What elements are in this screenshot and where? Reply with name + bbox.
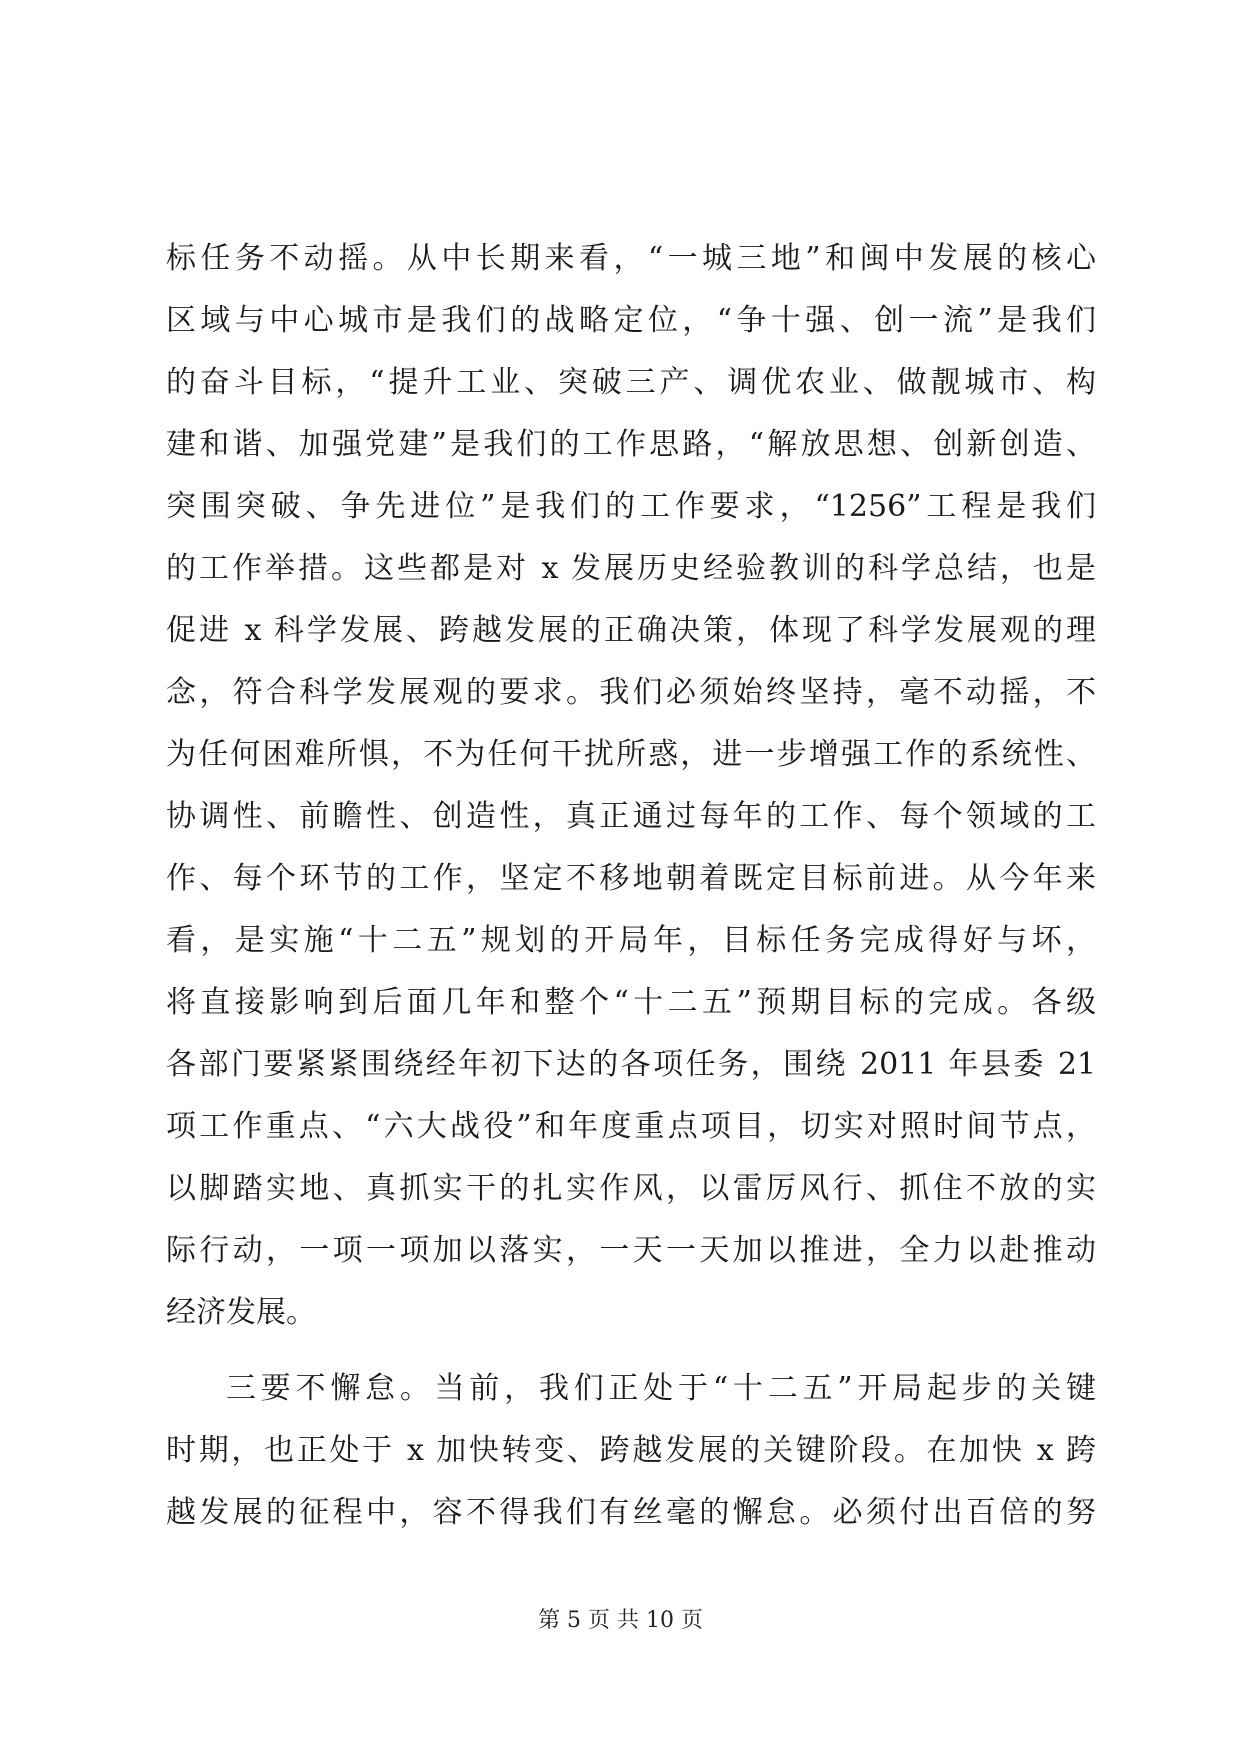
text-line: 促进 x 科学发展、跨越发展的正确决策，体现了科学发展观的理 bbox=[166, 613, 1096, 648]
text-line: 区域与中心城市是我们的战略定位，“争十强、创一流”是我们 bbox=[166, 303, 1096, 338]
text-line: 的奋斗目标，“提升工业、突破三产、调优农业、做靓城市、构 bbox=[166, 365, 1096, 400]
text-line: 越发展的征程中，容不得我们有丝毫的懈怠。必须付出百倍的努 bbox=[166, 1495, 1096, 1530]
page-number-label: 第 5 页 共 10 页 bbox=[538, 1608, 703, 1633]
text-line: 际行动，一项一项加以落实，一天一天加以推进，全力以赴推动 bbox=[166, 1233, 1096, 1268]
paragraph-2 bbox=[166, 1358, 1096, 1544]
text-line: 的工作举措。这些都是对 x 发展历史经验教训的科学总结，也是 bbox=[166, 551, 1096, 586]
text-line: 作、每个环节的工作，坚定不移地朝着既定目标前进。从今年来 bbox=[166, 861, 1096, 896]
text-line: 念，符合科学发展观的要求。我们必须始终坚持，毫不动摇，不 bbox=[166, 675, 1096, 710]
text-line: 标任务不动摇。从中长期来看，“一城三地”和闽中发展的核心 bbox=[166, 241, 1096, 276]
text-line: 项工作重点、“六大战役”和年度重点项目，切实对照时间节点， bbox=[166, 1109, 1096, 1144]
text-line: 时期，也正处于 x 加快转变、跨越发展的关键阶段。在加快 x 跨 bbox=[166, 1433, 1096, 1468]
text-line: 突围突破、争先进位”是我们的工作要求，“1256”工程是我们 bbox=[166, 489, 1096, 524]
paragraph-1 bbox=[166, 228, 1096, 1344]
text-line: 以脚踏实地、真抓实干的扎实作风，以雷厉风行、抓住不放的实 bbox=[166, 1171, 1096, 1206]
text-line: 三要不懈怠。当前，我们正处于“十二五”开局起步的关键 bbox=[226, 1371, 1096, 1406]
document-body bbox=[166, 228, 1096, 1544]
text-line: 经济发展。 bbox=[166, 1295, 316, 1330]
text-line: 建和谐、加强党建”是我们的工作思路，“解放思想、创新创造、 bbox=[166, 427, 1096, 462]
text-line: 将直接影响到后面几年和整个“十二五”预期目标的完成。各级 bbox=[166, 985, 1096, 1020]
text-line: 各部门要紧紧围绕经年初下达的各项任务，围绕 2011 年县委 21 bbox=[166, 1047, 1096, 1082]
text-line: 为任何困难所惧，不为任何干扰所惑，进一步增强工作的系统性、 bbox=[166, 737, 1096, 772]
text-line: 协调性、前瞻性、创造性，真正通过每年的工作、每个领域的工 bbox=[166, 799, 1096, 834]
paragraph-gap bbox=[166, 1344, 1096, 1358]
text-line: 看，是实施“十二五”规划的开局年，目标任务完成得好与坏， bbox=[166, 923, 1096, 958]
page-footer bbox=[0, 1606, 1241, 1636]
